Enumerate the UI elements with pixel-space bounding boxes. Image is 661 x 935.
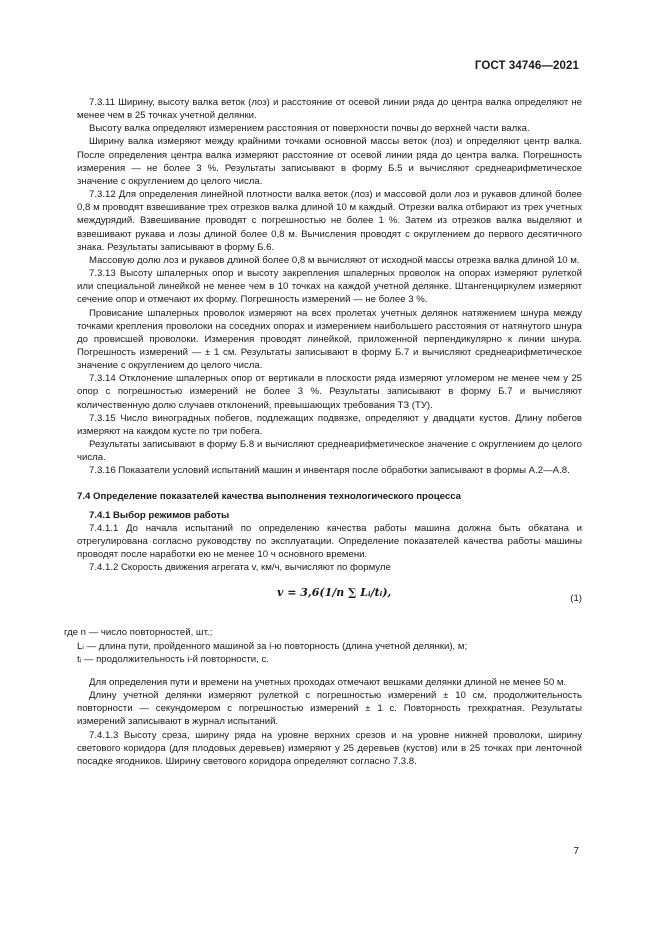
- page-number: 7: [573, 846, 579, 857]
- paragraph: Результаты записывают в форму Б.8 и вычисляют среднеарифметическое значение с округлением до целого числа.: [77, 439, 582, 464]
- body-text: [64, 96, 582, 768]
- paragraph: Провисание шпалерных проволок измеряют на всех пролетах учетных делянок натяжением шнура между точками крепления проволоки на соседних опорах и измерением наибольшего расстояния от натянутого шнура до провисшей проволоки. Измерения проводят линейкой, приложенной перпендикулярно к линии шнура. Погрешность измерений — ± 1 см. Результаты записывают в форму Б.7 и вычисляют среднеарифметическое значение с округлением до целого числа.: [77, 307, 582, 372]
- paragraph: 7.4.1.1 До начала испытаний по определению качества работы машина должна быть обкатана и отрегулирована согласно руководству по эксплуатации. Определение показателей качества работы машины проводят после наработки ею не менее 10 ч основного времени.: [77, 522, 582, 561]
- paragraph: Длину учетной делянки измеряют рулеткой с погрешностью измерений ± 10 см, продолжительность повторности — секундомером с погрешностью измерений ± 1 с. Повторность трехкратная. Результаты измерений записывают в журнал испытаний.: [77, 690, 582, 728]
- paragraph: Массовую долю лоз и рукавов длиной более 0,8 м вычисляют от исходной массы отрезка валка длиной 10 м.: [89, 254, 580, 266]
- section-title: 7.4 Определение показателей качества выполнения технологического процесса: [77, 490, 462, 502]
- definition-line: tᵢ — продолжительность i-й повторности, с.: [77, 653, 269, 665]
- subsection-title: 7.4.1 Выбор режимов работы: [89, 509, 230, 521]
- formula-number: (1): [570, 593, 582, 605]
- formula-row: [77, 580, 582, 620]
- paragraph: 7.3.16 Показатели условий испытаний машин и инвентаря после обработки записывают в формы А.2—А.8.: [89, 465, 570, 477]
- paragraph: 7.3.15 Число виноградных побегов, подлежащих подвязке, определяют у двадцати кустов. Длину побегов измеряют на каждом кусте по три побега.: [77, 412, 582, 437]
- definition-line: Lᵢ — длина пути, пройденного машиной за i-ю повторность (длина учетной делянки), м;: [77, 640, 468, 652]
- formula-definitions: [64, 626, 582, 665]
- paragraph: 7.3.13 Высоту шпалерных опор и высоту закрепления шпалерных проволок на опорах измеряют рулеткой или специальной линейкой не менее чем в 10 точках на каждой учетной делянке. Штангенциркулем измеряют сечение опор и отмечают их форму. Погрешность измерений — не более 3 %.: [77, 268, 582, 306]
- paragraph: 7.3.14 Отклонение шпалерных опор от вертикали в плоскости ряда измеряют угломером не менее чем у 25 опор с погрешностью измерений не более 3 %. Результаты записывают в форму Б.7 и вычисляют количественную долю случаев отклонений, превышающих требования ТЗ (ТУ).: [77, 373, 582, 411]
- speed-formula: v = 3,6(1/n ∑ Lᵢ/tᵢ),: [277, 586, 392, 600]
- paragraph: 7.3.11 Ширину, высоту валка веток (лоз) и расстояние от осевой линии ряда до центра валка определяют не менее чем в 25 точках учетной делянки.: [77, 97, 582, 122]
- definition-line: где n — число повторностей, шт.;: [64, 627, 213, 639]
- paragraph: 7.4.1.3 Высоту среза, ширину ряда на уровне верхних срезов и на уровне нижней проволоки, ширину светового коридора (для плодовых деревьев) измеряют у 25 деревьев (кустов) или в 25 точках при ленточной посадке ягодников. Ширину светового коридора определяют согласно 7.3.8.: [77, 729, 582, 767]
- paragraph: Ширину валка измеряют между крайними точками основной массы веток (лоз) и определяют центр валка. После определения центра валка измеряют расстояние от осевой линии ряда до центра валка. Погрешность измерения — не более 3 %. Результаты записывают в форму Б.5 и вычисляют среднеарифметическое значение с округлением до целого числа.: [77, 136, 582, 187]
- paragraph: Высоту валка определяют измерением расстояния от поверхности почвы до верхней части валка.: [89, 123, 530, 135]
- paragraph: 7.4.1.2 Скорость движения агрегата v, км/ч, вычисляют по формуле: [89, 562, 391, 574]
- paragraph: 7.3.12 Для определения линейной плотности валка веток (лоз) и массовой доли лоз и рукавов длиной более 0,8 м проводят взвешивание трех отрезков валка длиной 10 м каждый. Отрезки валка отбирают из трех учетных междурядий. Взвешивание проводят с погрешностью не более 1 %. Затем из отрезков валка выделяют и взвешивают рукава и лозы длиной более 0,8 м. Вычисления проводят с округлением до первого десятичного знака. Результаты записывают в форму Б.6.: [77, 189, 582, 253]
- paragraph: Для определения пути и времени на учетных проходах отмечают вешками делянки длиной не менее 50 м.: [89, 676, 567, 688]
- standard-header: ГОСТ 34746—2021: [474, 60, 579, 72]
